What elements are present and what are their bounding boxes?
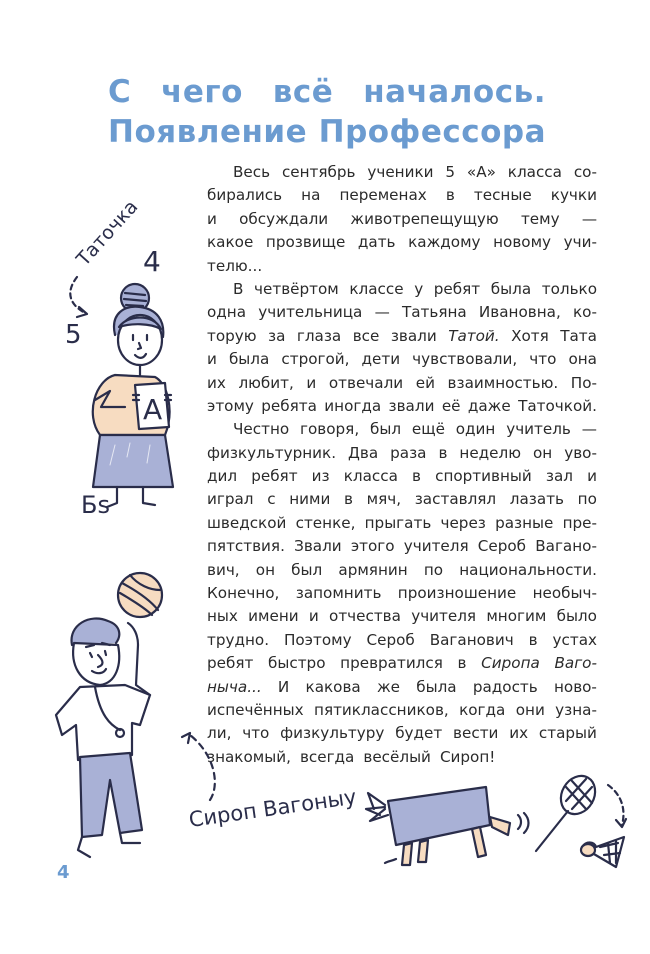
word: за	[268, 326, 286, 345]
title-word: всё	[272, 74, 334, 110]
word: дети	[361, 350, 401, 369]
word: все	[352, 326, 380, 345]
word: национальности.	[459, 560, 597, 579]
word: была	[228, 350, 270, 369]
word: в	[344, 490, 353, 509]
word: учитель	[506, 420, 571, 439]
word: что	[529, 350, 557, 369]
svg-text:4: 4	[143, 245, 161, 278]
word: её	[441, 396, 461, 415]
text-line	[207, 348, 597, 371]
word: ных	[207, 607, 238, 626]
word: Весь	[233, 163, 271, 181]
word: взаимностью.	[447, 373, 559, 392]
title-word: Появление	[108, 114, 308, 150]
word: —	[374, 303, 390, 322]
word: ребята	[261, 396, 317, 415]
word: была	[490, 279, 532, 298]
word: Сероб	[366, 630, 415, 649]
word: по	[577, 490, 597, 509]
word: зал	[545, 467, 573, 486]
word: класса	[507, 163, 562, 181]
svg-text:5: 5	[65, 320, 82, 350]
word: Ивановна,	[478, 303, 561, 322]
word: учителя	[411, 607, 477, 626]
word: стенке,	[295, 513, 356, 532]
word: пятиклассников,	[314, 700, 449, 719]
word: ребят	[433, 279, 481, 298]
word: ей	[415, 373, 435, 392]
word: ними	[289, 490, 331, 509]
word: «А»	[466, 163, 496, 181]
word: она	[568, 350, 597, 369]
word: ли,	[207, 724, 232, 743]
word: по	[423, 560, 444, 579]
word: уво-	[564, 443, 597, 462]
word: физкультуру	[280, 724, 385, 743]
word: бирались	[207, 186, 283, 205]
word: прозвище	[265, 233, 346, 252]
text-line	[207, 535, 597, 558]
word: звали	[388, 396, 435, 415]
word: животрепещущую	[350, 209, 499, 228]
word: же	[376, 677, 400, 696]
word: через	[440, 513, 486, 532]
word: узна-	[555, 700, 597, 719]
svg-text:Сироп Вагоныу: Сироп Вагоныу	[187, 784, 358, 832]
word: Сиропа	[481, 654, 540, 673]
word: был	[370, 420, 402, 439]
word: учи-	[563, 233, 597, 252]
word: этому	[207, 396, 254, 415]
word: в	[438, 443, 448, 462]
word: весёлый	[363, 747, 431, 766]
word: учительница	[258, 303, 363, 322]
word: и	[207, 350, 217, 369]
word: —	[581, 420, 597, 439]
word: звали	[390, 326, 437, 345]
word: Тата	[560, 326, 597, 345]
word: 5	[445, 163, 456, 181]
word: была	[416, 677, 457, 696]
word: произношение	[397, 584, 517, 603]
word: Ваго-	[554, 654, 597, 673]
word: По-	[570, 373, 597, 392]
word: класса	[343, 467, 398, 486]
word: пре-	[562, 513, 597, 532]
word: тему	[520, 209, 560, 228]
word: трудно.	[207, 630, 270, 649]
word: иногда	[324, 396, 382, 415]
word: их	[207, 373, 226, 392]
word: всегда	[299, 747, 355, 766]
word: один	[455, 420, 496, 439]
word: каждому	[408, 233, 481, 252]
svg-text:Бs: Бs	[81, 491, 110, 519]
title-word: Профессора	[318, 114, 546, 150]
word: было	[556, 607, 597, 626]
title-line-1	[108, 72, 546, 112]
word: армянин	[338, 560, 408, 579]
word: ныча...	[207, 677, 262, 696]
word: Поэтому	[283, 630, 352, 649]
text-line	[207, 395, 597, 418]
word: отвечали	[328, 373, 404, 392]
word: глаза	[296, 326, 342, 345]
word: запомнить	[295, 584, 382, 603]
word: ребят	[251, 467, 298, 486]
word: Конечно,	[207, 584, 280, 603]
word: они	[515, 700, 545, 719]
word: с	[267, 490, 276, 509]
word: имени	[248, 607, 299, 626]
text-line	[207, 184, 597, 207]
word: дил	[207, 467, 238, 486]
chapter-title	[108, 72, 546, 152]
text-line	[207, 372, 597, 395]
word: новому	[493, 233, 552, 252]
text-line	[207, 512, 597, 535]
text-line	[207, 301, 597, 324]
text-line	[207, 161, 597, 184]
word: ещё	[411, 420, 445, 439]
word: даже	[467, 396, 511, 415]
word: устах	[552, 630, 597, 649]
word: и	[306, 373, 317, 392]
word: какое	[207, 233, 254, 252]
word: и	[207, 209, 217, 228]
word: сентябрь	[281, 163, 356, 181]
text-line	[207, 255, 597, 278]
word: учителя	[403, 537, 469, 556]
text-line	[207, 465, 597, 488]
word: И	[277, 677, 290, 696]
word: вести	[453, 724, 499, 743]
word: торую	[207, 326, 257, 345]
word: отчества	[329, 607, 401, 626]
pe-teacher-illustration	[50, 565, 370, 865]
word: физкультурник.	[207, 443, 337, 462]
teacher-drawing-icon	[55, 195, 205, 525]
title-word: чего	[161, 74, 243, 110]
word: прыгать	[364, 513, 432, 532]
word: обсуждали	[239, 209, 329, 228]
word: их	[509, 724, 529, 743]
word: испечённых	[207, 700, 304, 719]
word: ново-	[553, 677, 597, 696]
sports-illustration	[360, 765, 630, 875]
title-word: С	[108, 74, 132, 110]
word: любит,	[238, 373, 294, 392]
svg-text:А: А	[143, 393, 163, 426]
word: из	[311, 467, 330, 486]
word: в	[412, 467, 421, 486]
word: в	[457, 654, 467, 673]
word: ко-	[572, 303, 597, 322]
text-line	[207, 278, 597, 301]
horse-racket-shuttlecock-icon	[360, 765, 630, 875]
teacher-illustration	[55, 195, 205, 525]
word: в	[528, 630, 538, 649]
word: знакомый,	[207, 747, 291, 766]
word: одна	[207, 303, 247, 322]
word: В	[233, 279, 244, 298]
word: Хотя	[511, 326, 549, 345]
word: только	[541, 279, 597, 298]
word: будет	[395, 724, 443, 743]
word: чувствовали,	[412, 350, 518, 369]
word: многим	[486, 607, 547, 626]
word: он	[533, 443, 553, 462]
text-line	[207, 208, 597, 231]
word: Сероб	[477, 537, 527, 556]
word: необыч-	[532, 584, 597, 603]
word: Ваганович	[429, 630, 514, 649]
word: телю...	[207, 256, 263, 275]
word: когда	[459, 700, 506, 719]
word: Честно	[233, 420, 290, 439]
word: мяч,	[366, 490, 402, 509]
word: Звали	[294, 537, 342, 556]
text-line	[207, 418, 597, 441]
word: Татой.	[448, 326, 500, 345]
word: раза	[390, 443, 427, 462]
word: играл	[207, 490, 254, 509]
word: пятствия.	[207, 537, 285, 556]
word: быстро	[268, 654, 326, 673]
word: этого	[350, 537, 395, 556]
word: старый	[538, 724, 597, 743]
word: спортивный	[435, 467, 532, 486]
word: ученики	[367, 163, 434, 181]
word: какова	[305, 677, 361, 696]
word: и	[308, 607, 319, 626]
word: Вагано-	[535, 537, 597, 556]
word: вич,	[207, 560, 240, 579]
word: на	[301, 186, 321, 205]
word: у	[414, 279, 424, 298]
word: что	[242, 724, 270, 743]
word: Сироп!	[439, 747, 496, 766]
word: разные	[495, 513, 554, 532]
word: он	[255, 560, 276, 579]
word: Два	[348, 443, 379, 462]
word: и	[587, 467, 597, 486]
text-line	[207, 442, 597, 465]
word: кучки	[550, 186, 597, 205]
word: —	[581, 209, 597, 228]
word: был	[291, 560, 323, 579]
word: Татьяна	[401, 303, 467, 322]
text-line	[207, 325, 597, 348]
word: со-	[573, 163, 597, 181]
word: в	[445, 186, 455, 205]
word: классе	[349, 279, 404, 298]
text-line	[207, 488, 597, 511]
word: лазать	[509, 490, 564, 509]
svg-text:Таточка: Таточка	[72, 195, 143, 271]
word: ребят	[207, 654, 254, 673]
word: Таточкой.	[518, 396, 597, 415]
page-number: 4	[57, 862, 70, 883]
word: четвёртом	[254, 279, 339, 298]
word: неделю	[459, 443, 522, 462]
word: заставлял	[414, 490, 497, 509]
title-word: началось.	[363, 74, 546, 110]
word: говоря,	[300, 420, 360, 439]
word: превратился	[340, 654, 443, 673]
word: радость	[472, 677, 538, 696]
title-line-2	[108, 112, 546, 152]
word: строгой,	[281, 350, 350, 369]
word: дать	[357, 233, 396, 252]
text-line	[207, 231, 597, 254]
pe-teacher-drawing-icon	[50, 565, 370, 865]
word: переменах	[339, 186, 427, 205]
word: тесные	[473, 186, 532, 205]
word: шведской	[207, 513, 287, 532]
